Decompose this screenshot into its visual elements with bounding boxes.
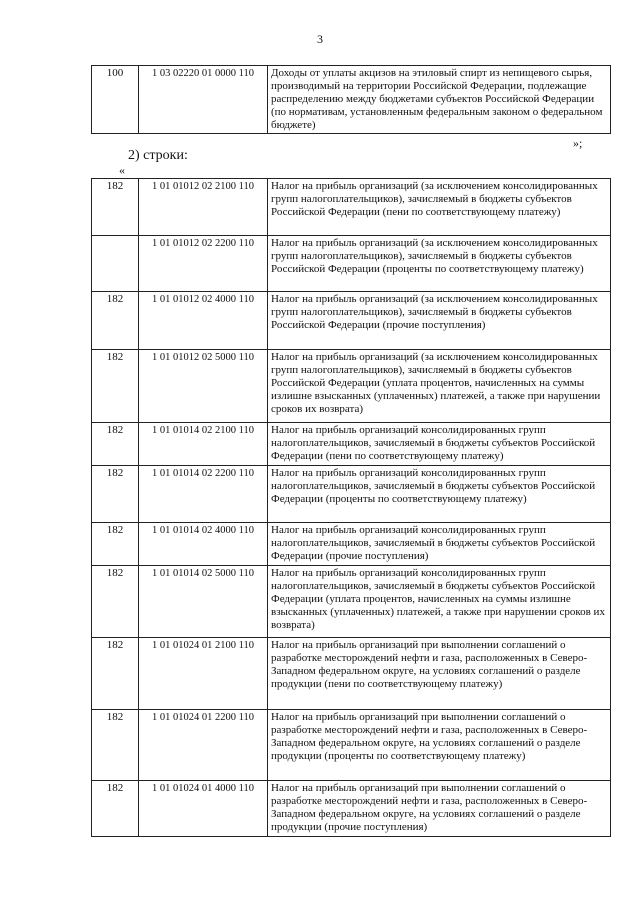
row-description: Налог на прибыль организаций консолидированных групп налогоплательщиков, зачисляемый в бюджеты субъектов Российской Федерации (прочие поступления) [268,523,611,566]
row-description: Налог на прибыль организаций (за исключением консолидированных групп налогоплательщиков), зачисляемый в бюджеты субъектов Российской Федерации (пени по соответствующему платежу) [268,179,611,236]
row-number: 182 [92,350,139,423]
table-row [92,781,611,837]
budget-code: 1 01 01014 02 2200 110 [139,466,268,523]
row-description: Налог на прибыль организаций консолидированных групп налогоплательщиков, зачисляемый в бюджеты субъектов Российской Федерации (пени по соответствующему платежу) [268,423,611,466]
budget-code: 1 01 01024 01 2100 110 [139,638,268,710]
row-number: 182 [92,179,139,236]
row-description: Налог на прибыль организаций (за исключением консолидированных групп налогоплательщиков), зачисляемый в бюджеты субъектов Российской Федерации (уплата процентов, начисленных на суммы излишне взысканных (уплаченных) платежей, а также при нарушении сроков их возврата) [268,350,611,423]
budget-code: 1 01 01014 02 2100 110 [139,423,268,466]
budget-code: 1 01 01012 02 2200 110 [139,236,268,292]
row-number: 182 [92,466,139,523]
section-heading: 2) строки: [128,148,188,163]
row-number [92,236,139,292]
row-description: Доходы от уплаты акцизов на этиловый спирт из непищевого сырья, производимый на территории Российской Федерации, подлежащие распределению между бюджетами субъектов Российской Федерации (по нормативам, установленным федеральным законом о федеральном бюджете) [268,66,611,134]
table-row [92,423,611,466]
row-number: 182 [92,638,139,710]
table-row [92,350,611,423]
row-number: 182 [92,781,139,837]
table-row [92,466,611,523]
row-number: 182 [92,710,139,781]
table-row [92,179,611,236]
row-description: Налог на прибыль организаций консолидированных групп налогоплательщиков, зачисляемый в бюджеты субъектов Российской Федерации (уплата процентов, начисленных на суммы излишне взысканных (уплаченных) платежей, а также при нарушении сроков их возврата) [268,566,611,638]
table-row [92,523,611,566]
top-table [91,65,611,134]
table-row [92,236,611,292]
row-description: Налог на прибыль организаций (за исключением консолидированных групп налогоплательщиков), зачисляемый в бюджеты субъектов Российской Федерации (прочие поступления) [268,292,611,350]
row-number: 100 [92,66,139,134]
table-row [92,292,611,350]
table-row [92,66,611,134]
budget-code: 1 01 01014 02 5000 110 [139,566,268,638]
row-number: 182 [92,292,139,350]
budget-code: 1 01 01024 01 2200 110 [139,710,268,781]
row-number: 182 [92,566,139,638]
budget-code: 1 01 01014 02 4000 110 [139,523,268,566]
table-row [92,710,611,781]
opening-quote: « [119,163,125,177]
row-description: Налог на прибыль организаций при выполнении соглашений о разработке месторождений нефти и газа, расположенных в Северо-Западном федеральном округе, на условиях соглашений о разделе продукции (проценты по соответствующему платежу) [268,710,611,781]
table-row [92,638,611,710]
budget-code: 1 03 02220 01 0000 110 [139,66,268,134]
row-description: Налог на прибыль организаций при выполнении соглашений о разработке месторождений нефти и газа, расположенных в Северо-Западном федеральном округе, на условиях соглашений о разделе продукции (пени по соответствующему платежу) [268,638,611,710]
row-number: 182 [92,523,139,566]
closing-quote: »; [573,136,583,150]
row-description: Налог на прибыль организаций консолидированных групп налогоплательщиков, зачисляемый в бюджеты субъектов Российской Федерации (проценты по соответствующему платежу) [268,466,611,523]
budget-code: 1 01 01024 01 4000 110 [139,781,268,837]
budget-code: 1 01 01012 02 2100 110 [139,179,268,236]
table-row [92,566,611,638]
budget-code: 1 01 01012 02 4000 110 [139,292,268,350]
main-table [91,178,611,837]
budget-code: 1 01 01012 02 5000 110 [139,350,268,423]
row-number: 182 [92,423,139,466]
row-description: Налог на прибыль организаций при выполнении соглашений о разработке месторождений нефти и газа, расположенных в Северо-Западном федеральном округе, на условиях соглашений о разделе продукции (прочие поступления) [268,781,611,837]
row-description: Налог на прибыль организаций (за исключением консолидированных групп налогоплательщиков), зачисляемый в бюджеты субъектов Российской Федерации (проценты по соответствующему платежу) [268,236,611,292]
page-number: 3 [317,32,323,46]
